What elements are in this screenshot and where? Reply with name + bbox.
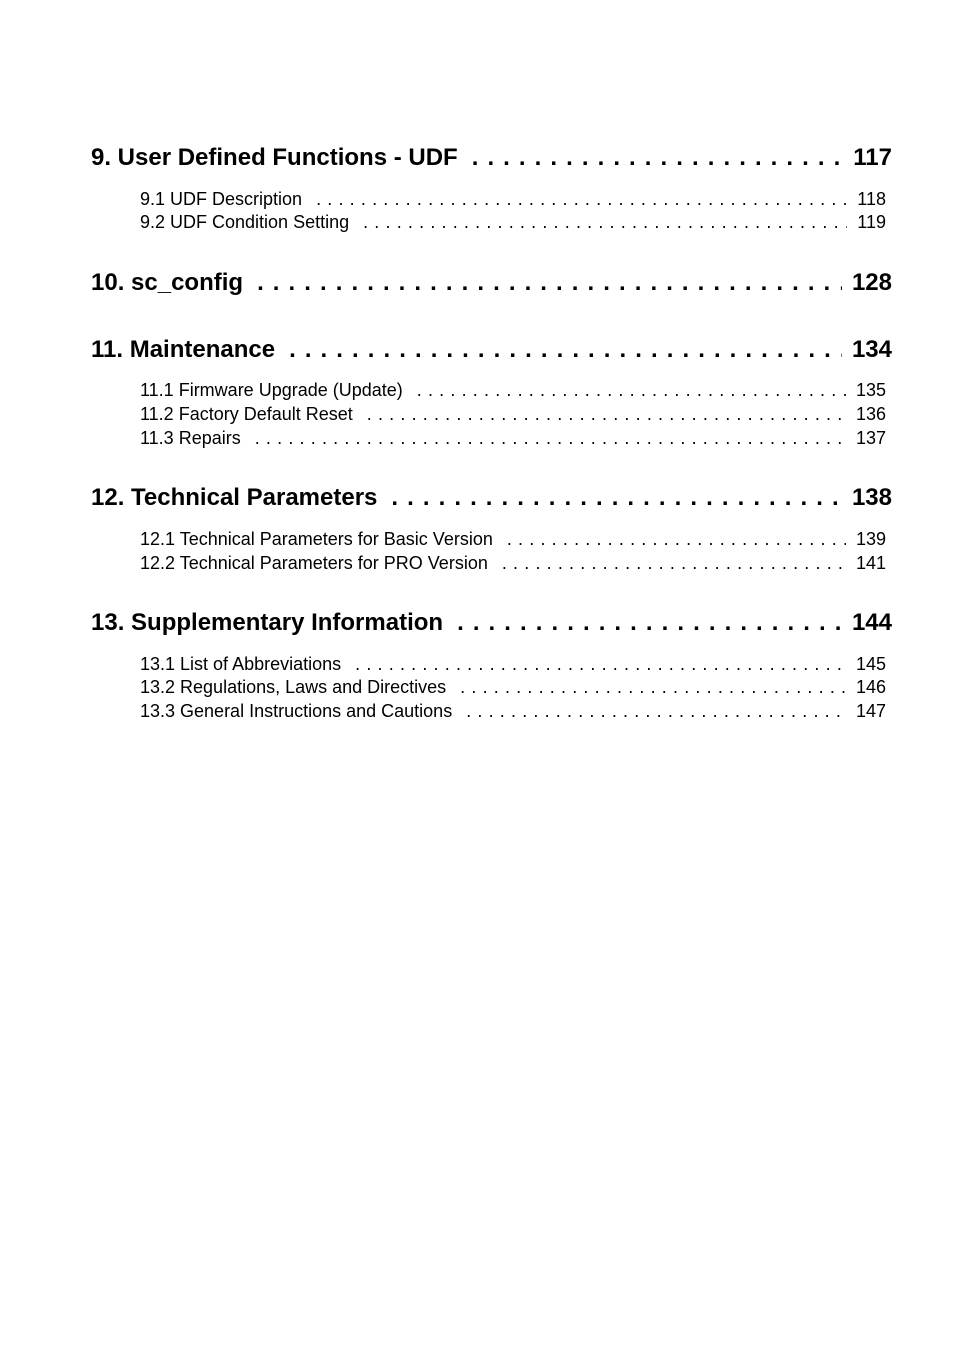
dot-leader xyxy=(355,654,846,675)
toc-chapter-11[interactable] xyxy=(91,336,892,368)
section-page-number: 141 xyxy=(855,553,886,573)
chapter-title: 11. Maintenance xyxy=(91,336,276,363)
section-page-number: 118 xyxy=(857,189,886,209)
section-title: 13.2 Regulations, Laws and Directives xyxy=(140,677,447,697)
section-page-number: 139 xyxy=(855,529,886,549)
dot-leader xyxy=(363,212,847,233)
section-page-number: 137 xyxy=(855,428,886,448)
toc-section-9-2[interactable] xyxy=(140,212,886,236)
dot-leader xyxy=(289,336,842,364)
toc-chapter-12[interactable] xyxy=(91,484,892,516)
toc-section-11-3[interactable] xyxy=(140,428,886,452)
chapter-page-number: 128 xyxy=(851,269,892,296)
section-title: 9.2 UDF Condition Setting xyxy=(140,212,350,232)
section-title: 11.3 Repairs xyxy=(140,428,241,448)
toc-chapter-9[interactable] xyxy=(91,144,892,176)
toc-section-13-1[interactable] xyxy=(140,654,886,678)
section-page-number: 136 xyxy=(855,404,886,424)
toc-section-12-1[interactable] xyxy=(140,529,886,553)
toc-section-13-3[interactable] xyxy=(140,701,886,725)
chapter-page-number: 134 xyxy=(851,336,892,363)
chapter-page-number: 138 xyxy=(851,484,892,511)
section-title: 11.2 Factory Default Reset xyxy=(140,404,353,424)
chapter-page-number: 117 xyxy=(853,144,892,171)
toc-section-11-1[interactable] xyxy=(140,380,886,404)
section-page-number: 145 xyxy=(855,654,886,674)
dot-leader xyxy=(391,484,842,512)
dot-leader xyxy=(457,609,842,637)
chapter-title: 13. Supplementary Information xyxy=(91,609,444,636)
dot-leader xyxy=(507,529,846,550)
section-title: 9.1 UDF Description xyxy=(140,189,303,209)
dot-leader xyxy=(466,701,846,722)
dot-leader xyxy=(417,380,846,401)
toc-section-9-1[interactable] xyxy=(140,189,886,213)
toc-section-11-2[interactable] xyxy=(140,404,886,428)
section-page-number: 119 xyxy=(857,212,886,232)
dot-leader xyxy=(255,428,846,449)
chapter-title: 9. User Defined Functions - UDF xyxy=(91,144,458,171)
dot-leader xyxy=(316,189,847,210)
chapter-page-number: 144 xyxy=(851,609,892,636)
toc-section-13-2[interactable] xyxy=(140,677,886,701)
chapter-title: 10. sc_config xyxy=(91,269,244,296)
toc-section-12-2[interactable] xyxy=(140,553,886,577)
dot-leader xyxy=(460,677,846,698)
section-page-number: 146 xyxy=(855,677,886,697)
toc-chapter-13[interactable] xyxy=(91,609,892,641)
dot-leader xyxy=(367,404,846,425)
chapter-title: 12. Technical Parameters xyxy=(91,484,378,511)
section-page-number: 135 xyxy=(855,380,886,400)
dot-leader xyxy=(472,144,844,172)
section-page-number: 147 xyxy=(855,701,886,721)
section-title: 12.1 Technical Parameters for Basic Version xyxy=(140,529,493,549)
section-title: 11.1 Firmware Upgrade (Update) xyxy=(140,380,403,400)
dot-leader xyxy=(257,269,842,297)
toc-chapter-10[interactable] xyxy=(91,269,892,301)
section-title: 13.3 General Instructions and Cautions xyxy=(140,701,453,721)
section-title: 13.1 List of Abbreviations xyxy=(140,654,342,674)
dot-leader xyxy=(502,553,846,574)
section-title: 12.2 Technical Parameters for PRO Version xyxy=(140,553,488,573)
